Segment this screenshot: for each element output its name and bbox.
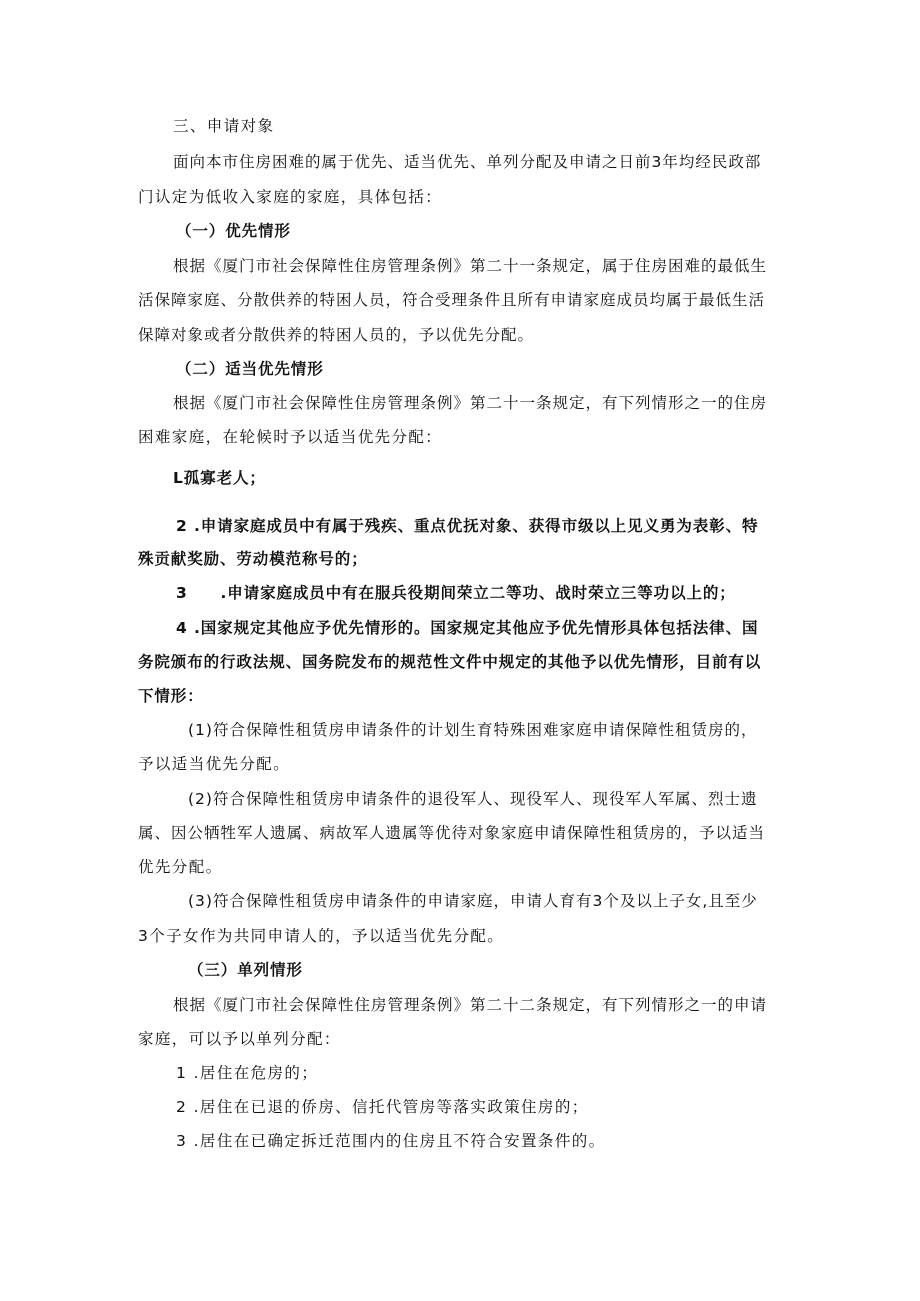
sub-list-item-continued: 予以适当优先分配。 [138,755,291,773]
paragraph-line: 面向本市住房困难的属于优先、适当优先、单列分配及申请之日前3年均经民政部 [173,153,762,171]
list-item-continued: 殊贡献奖励、劳动模范称号的； [138,550,368,568]
subsection-heading: （一）优先情形 [176,222,291,240]
list-item: 4 .国家规定其他应予优先情形的。国家规定其他应予优先情形具体包括法律、国 [176,619,759,637]
list-item: 2 .居住在已退的侨房、信托代管房等落实政策住房的； [176,1098,589,1116]
list-item: 3 .申请家庭成员中有在服兵役期间荣立二等功、战时荣立三等功以上的； [176,584,736,602]
list-item: 1 .居住在危房的； [176,1064,319,1082]
sub-list-item-continued: 3个子女作为共同申请人的，予以适当优先分配。 [138,927,505,945]
sub-list-item: (1)符合保障性租赁房申请条件的计划生育特殊困难家庭申请保障性租赁房的， [188,721,758,739]
sub-list-item: (2)符合保障性租赁房申请条件的退役军人、现役军人、现役军人军属、烈士遗 [188,790,758,808]
subsection-heading: （二）适当优先情形 [176,360,324,378]
subsection-heading: （三）单列情形 [188,961,303,979]
sub-list-item-continued: 属、因公牺牲军人遗属、病故军人遗属等优待对象家庭申请保障性租赁房的，予以适当 [138,824,766,842]
paragraph-line: 根据《厦门市社会保障性住房管理条例》第二十一条规定，有下列情形之一的住房 [173,394,768,412]
list-item-continued: 下情形： [138,687,204,705]
paragraph-line: 活保障家庭、分散供养的特困人员，符合受理条件且所有申请家庭成员均属于最低生活 [138,291,766,309]
section-heading: 三、申请对象 [173,117,275,135]
paragraph-line: 根据《厦门市社会保障性住房管理条例》第二十一条规定，属于住房困难的最低生 [173,257,768,275]
sub-list-item-continued: 优先分配。 [138,858,223,876]
paragraph-line: 门认定为低收入家庭的家庭，具体包括： [138,188,443,206]
paragraph-line: 家庭，可以予以单列分配： [138,1030,341,1048]
list-item: 2 .申请家庭成员中有属于残疾、重点优抚对象、获得市级以上见义勇为表彰、特 [176,517,759,535]
list-item-continued: 务院颁布的行政法规、国务院发布的规范性文件中规定的其他予以优先情形，目前有以 [138,653,762,671]
paragraph-line: 根据《厦门市社会保障性住房管理条例》第二十二条规定，有下列情形之一的申请 [173,996,768,1014]
paragraph-line: 困难家庭，在轮候时予以适当优先分配： [138,428,443,446]
sub-list-item: (3)符合保障性租赁房申请条件的申请家庭，申请人育有3个及以上子女,且至少 [188,892,758,910]
list-item: L孤寡老人； [173,469,266,487]
paragraph-line: 保障对象或者分散供养的特困人员的，予以优先分配。 [138,326,535,344]
list-item: 3 .居住在已确定拆迁范围内的住房且不符合安置条件的。 [176,1132,606,1150]
